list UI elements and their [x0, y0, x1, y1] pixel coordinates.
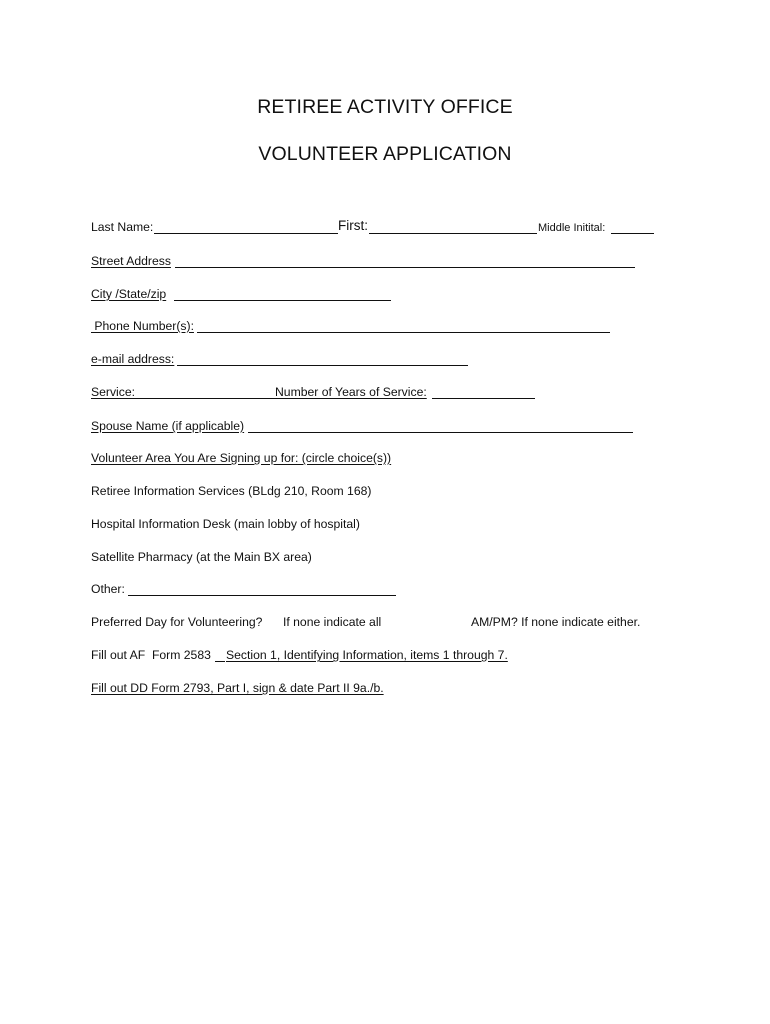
af-form-spacer: [215, 646, 225, 662]
option-satellite-pharmacy[interactable]: Satellite Pharmacy (at the Main BX area): [91, 550, 312, 564]
last-name-field[interactable]: [154, 218, 338, 234]
ampm-label: AM/PM? If none indicate either.: [471, 615, 641, 629]
form-title: RETIREE ACTIVITY OFFICE: [257, 96, 513, 118]
middle-initial-label: Middle Initital:: [538, 222, 606, 234]
option-hospital-info-desk[interactable]: Hospital Information Desk (main lobby of hospital): [91, 517, 360, 531]
spouse-name-field[interactable]: [248, 417, 633, 433]
email-address-label: e-mail address:: [91, 352, 175, 366]
dd-form-instruction: Fill out DD Form 2793, Part I, sign & date Part II 9a./b.: [91, 681, 384, 695]
years-of-service-label: Number of Years of Service:: [275, 385, 427, 399]
last-name-label: Last Name:: [91, 220, 154, 234]
street-address-label: Street Address: [91, 254, 171, 268]
af-form-section: Section 1, Identifying Information, items 1 through 7.: [226, 648, 508, 662]
volunteer-area-heading: Volunteer Area You Are Signing up for: (circle choice(s)): [91, 451, 392, 465]
preferred-day-hint: If none indicate all: [283, 615, 382, 629]
city-state-zip-label: City /State/zip: [91, 287, 167, 301]
option-retiree-info-services[interactable]: Retiree Information Services (BLdg 210, Room 168): [91, 484, 372, 498]
street-address-field[interactable]: [175, 252, 635, 268]
years-of-service-field[interactable]: [432, 383, 535, 399]
email-address-field[interactable]: [177, 350, 468, 366]
city-state-zip-field[interactable]: [174, 285, 391, 301]
first-name-label: First:: [338, 218, 368, 233]
other-field[interactable]: [128, 580, 396, 596]
form-subtitle: VOLUNTEER APPLICATION: [258, 143, 512, 165]
service-label: Service:: [91, 385, 136, 399]
middle-initial-field[interactable]: [611, 218, 654, 234]
service-field[interactable]: [135, 383, 275, 399]
phone-number-label: Phone Number(s):: [91, 319, 194, 333]
af-form-label: Fill out AF Form 2583: [91, 648, 211, 662]
other-label: Other:: [91, 582, 125, 596]
spouse-name-label: Spouse Name (if applicable): [91, 419, 245, 433]
first-name-field[interactable]: [369, 218, 537, 234]
phone-number-field[interactable]: [197, 317, 610, 333]
preferred-day-label: Preferred Day for Volunteering?: [91, 615, 263, 629]
